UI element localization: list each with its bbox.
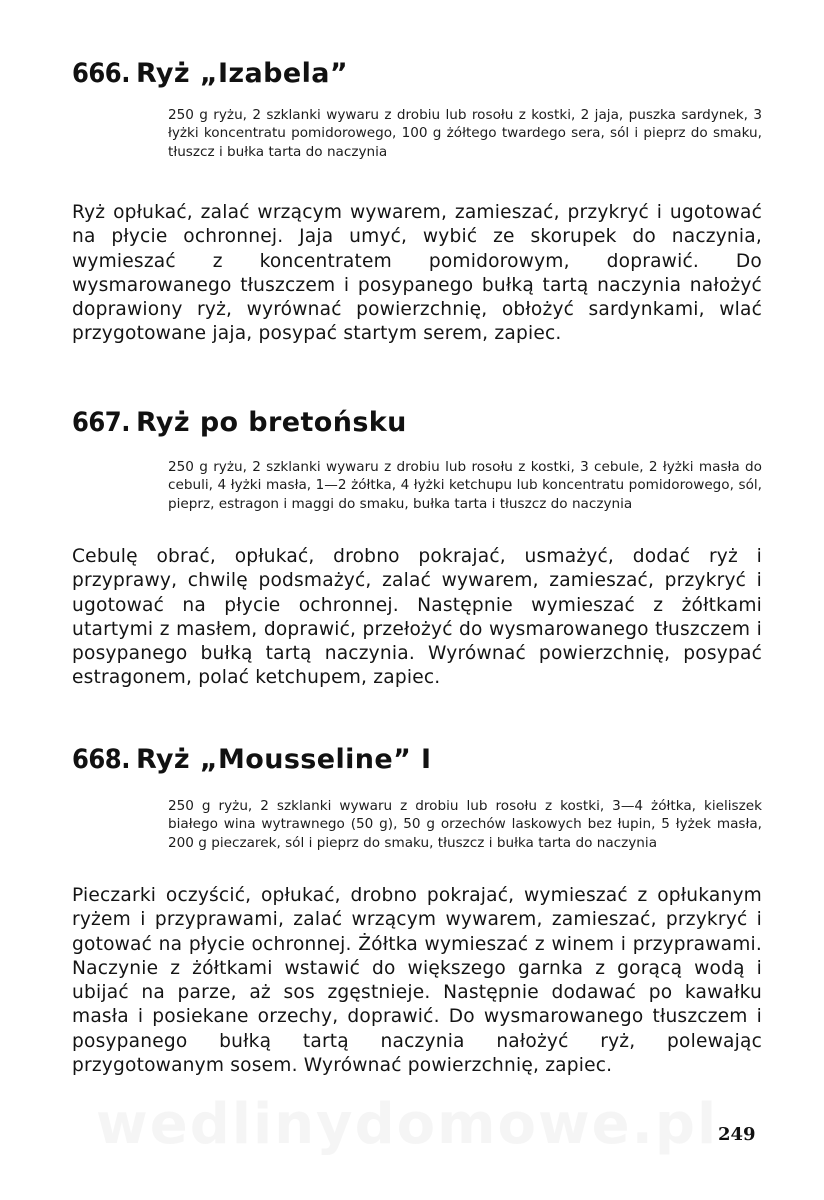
recipe-name: Ryż „Mousseline” I — [135, 744, 432, 775]
recipe-ingredients: 250 g ryżu, 2 szklanki wywaru z drobiu lub rosołu z kostki, 3—4 żółtka, kieliszek białego wina wytrawnego (50 g), 50 g orzechów laskowych bez łupin, 5 łyżek masła, 200 g pieczarek, sól i pieprz do smaku, tłuszcz i bułka tarta do naczynia — [168, 798, 762, 851]
recipe-number: 666. — [72, 58, 130, 89]
recipe-method: Pieczarki oczyścić, opłukać, drobno pokrajać, wymieszać z opłukanym ryżem i przyprawami, zalać wrzącym wywarem, zamieszać, przykryć i gotować na płycie ochronnej. Żółtka wymieszać z winem i przyprawami. Naczynie z żółtkami wstawić do większego garnka z gorącą wodą i ubijać na parze, aż sos zgęstnieje. Następnie dodawać po kawałku masła i posiekane orzechy, doprawić. Do wysmarowanego tłuszczem i posypanego bułką tartą naczynia nałożyć ryż, polewając przygotowanym sosem. Wyrównać powierzchnię, zapiec. — [72, 885, 762, 1077]
recipe-method: Ryż opłukać, zalać wrzącym wywarem, zamieszać, przykryć i ugotować na płycie ochronnej. Jaja umyć, wybić ze skorupek do naczynia, wymieszać z koncentratem pomidorowym, doprawić. Do wysmarowanego tłuszczem i posypanego bułką tartą naczynia nałożyć doprawiony ryż, wyrównać powierzchnię, obłożyć sardynkami, wlać przygotowane jaja, posypać startym serem, zapiec. — [72, 202, 762, 345]
recipe-method: Cebulę obrać, opłukać, drobno pokrajać, usmażyć, dodać ryż i przyprawy, chwilę podsmażyć, zalać wywarem, zamieszać, przykryć i ugotować na płycie ochronnej. Następnie wymieszać z żółtkami utartymi z masłem, doprawić, przełożyć do wysmarowanego tłuszczem i posypanego bułką tartą naczynia. Wyrównać powierzchnię, posypać estragonem, polać ketchupem, zapiec. — [72, 546, 762, 689]
recipe-title — [72, 58, 348, 90]
recipe-name: Ryż po bretońsku — [135, 407, 407, 438]
recipe-title — [72, 407, 407, 439]
recipe-ingredients: 250 g ryżu, 2 szklanki wywaru z drobiu lub rosołu z kostki, 3 cebule, 2 łyżki masła do cebuli, 4 łyżki masła, 1—2 żółtka, 4 łyżki ketchupu lub koncentratu pomidorowego, sól, pieprz, estragon i maggi do smaku, bułka tarta i tłuszcz do naczynia — [168, 459, 762, 512]
recipe-number: 668. — [72, 744, 130, 775]
recipe-title — [72, 744, 432, 776]
recipe-name: Ryż „Izabela” — [135, 58, 349, 89]
watermark: wedlinydomowe.pl — [96, 1092, 719, 1157]
recipe-number: 667. — [72, 407, 130, 438]
page-number: 249 — [718, 1124, 756, 1145]
recipe-ingredients: 250 g ryżu, 2 szklanki wywaru z drobiu lub rosołu z kostki, 2 jaja, puszka sardynek, 3 łyżki koncentratu pomidorowego, 100 g żółtego twardego sera, sól i pieprz do smaku, tłuszcz i bułka tarta do naczynia — [168, 107, 762, 160]
